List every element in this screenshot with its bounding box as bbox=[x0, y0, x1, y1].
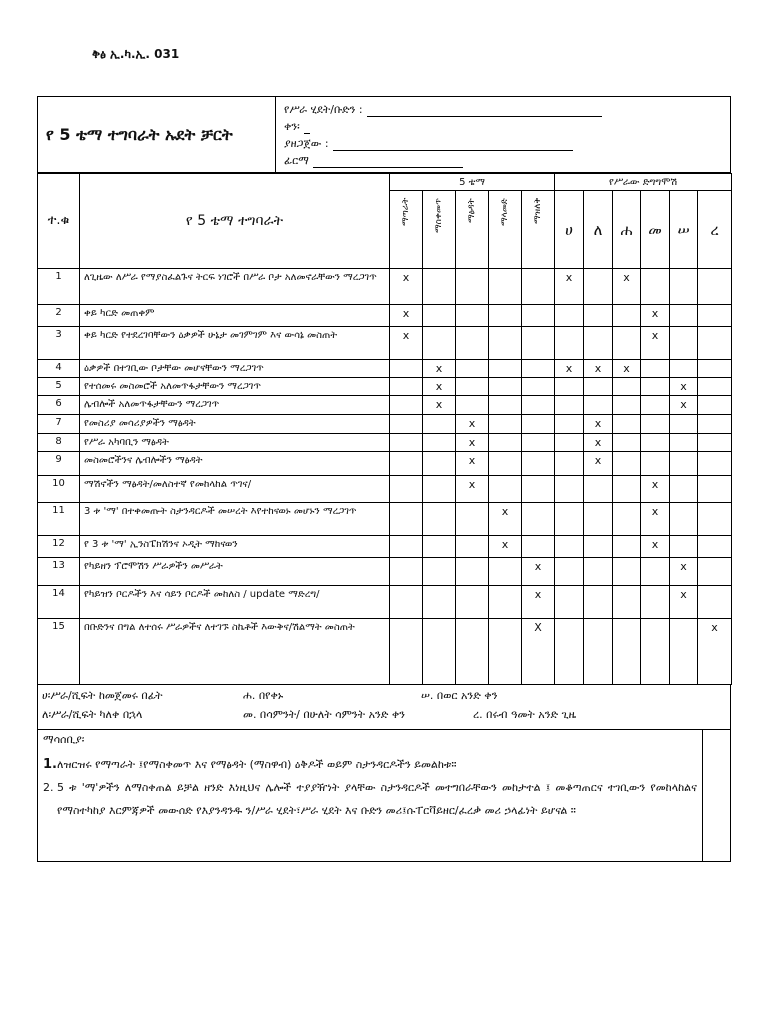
table-row bbox=[38, 476, 732, 503]
field-date[interactable] bbox=[284, 117, 730, 134]
cell-5s-mark bbox=[423, 415, 456, 434]
cell-frequency-mark bbox=[555, 396, 584, 415]
row-task: የካይዝን ቦርዶችን እና ሳይን ቦርዶች መከለስ / update ማድረግ/ bbox=[80, 586, 390, 619]
cell-frequency-mark bbox=[641, 396, 670, 415]
cell-frequency-mark: x bbox=[670, 558, 698, 586]
cell-frequency-mark bbox=[555, 378, 584, 396]
cell-frequency-mark: x bbox=[555, 360, 584, 378]
cell-5s-mark: x bbox=[423, 378, 456, 396]
cell-5s-mark bbox=[423, 503, 456, 536]
cell-frequency-mark bbox=[555, 452, 584, 476]
cell-frequency-mark bbox=[555, 503, 584, 536]
cell-5s-mark bbox=[423, 476, 456, 503]
cell-frequency-mark bbox=[698, 536, 732, 558]
cell-5s-mark bbox=[390, 536, 423, 558]
notes-section bbox=[37, 730, 731, 862]
row-task: 3 ቱ 'ማ' በተቀመጡት ስታንዳርዶች መሠረት እየተከናወኑ መሆኑን ማረጋገጥ bbox=[80, 503, 390, 536]
cell-frequency-mark bbox=[613, 586, 641, 619]
cell-5s-mark bbox=[489, 305, 522, 327]
cell-5s-mark bbox=[456, 586, 489, 619]
cell-frequency-mark bbox=[584, 378, 613, 396]
cell-frequency-mark bbox=[613, 434, 641, 452]
cell-5s-mark bbox=[390, 434, 423, 452]
cell-frequency-mark: x bbox=[698, 619, 732, 685]
cell-frequency-mark: x bbox=[641, 503, 670, 536]
row-task: ለጊዜው ለሥራ የማያስፈልጉና ትርፍ ነገሮች በሥራ ቦታ አለመኖራቸውን ማረጋገጥ bbox=[80, 269, 390, 305]
row-task: የሥራ አካባቢን ማፅዳት bbox=[80, 434, 390, 452]
cell-frequency-mark bbox=[584, 503, 613, 536]
cell-5s-mark bbox=[489, 327, 522, 360]
column-header-frequency: ሀ bbox=[555, 191, 584, 269]
cell-frequency-mark bbox=[698, 305, 732, 327]
table-row bbox=[38, 434, 732, 452]
cell-5s-mark bbox=[423, 619, 456, 685]
row-number: 1 bbox=[38, 269, 80, 305]
row-number: 7 bbox=[38, 415, 80, 434]
column-header-frequency: መ bbox=[641, 191, 670, 269]
row-number: 9 bbox=[38, 452, 80, 476]
cell-frequency-mark: x bbox=[641, 536, 670, 558]
cell-frequency-mark bbox=[670, 360, 698, 378]
column-header-task: የ 5 ቴማ ተግባራት bbox=[80, 174, 390, 269]
row-task: የካይዘን ፕሮሞሽን ሥራዎችን መሥራት bbox=[80, 558, 390, 586]
cell-frequency-mark bbox=[584, 305, 613, 327]
cell-5s-mark bbox=[390, 476, 423, 503]
cell-5s-mark bbox=[456, 305, 489, 327]
cell-frequency-mark bbox=[584, 269, 613, 305]
cell-frequency-mark bbox=[613, 452, 641, 476]
column-header-5s bbox=[489, 191, 522, 269]
table-row bbox=[38, 360, 732, 378]
cell-5s-mark bbox=[522, 396, 555, 415]
cell-frequency-mark bbox=[555, 327, 584, 360]
cell-5s-mark bbox=[456, 536, 489, 558]
field-blank-line[interactable] bbox=[313, 155, 463, 168]
cell-5s-mark: x bbox=[423, 360, 456, 378]
row-number: 2 bbox=[38, 305, 80, 327]
cell-frequency-mark bbox=[698, 503, 732, 536]
cell-frequency-mark bbox=[584, 396, 613, 415]
cell-5s-mark bbox=[390, 619, 423, 685]
cell-5s-mark bbox=[390, 452, 423, 476]
cell-frequency-mark: x bbox=[670, 378, 698, 396]
cell-frequency-mark bbox=[698, 327, 732, 360]
row-task: የተሰመሩ መስመሮች አለመጥፋታቸውን ማረጋገጥ bbox=[80, 378, 390, 396]
row-task: ሌብሎች አለመጥፋታቸውን ማረጋገጥ bbox=[80, 396, 390, 415]
legend-item: ሀ፡ሥራ/ሺፍት ከመጀመሩ በፊት bbox=[42, 689, 163, 702]
column-header-5s-label: ማስቀመጥ bbox=[434, 197, 444, 233]
cell-5s-mark bbox=[390, 396, 423, 415]
table-row bbox=[38, 619, 732, 685]
cell-frequency-mark bbox=[670, 305, 698, 327]
cell-frequency-mark bbox=[670, 536, 698, 558]
cell-5s-mark bbox=[423, 586, 456, 619]
cell-5s-mark bbox=[423, 558, 456, 586]
row-task: ቀይ ካርድ የተደረገባቸውን ዕቃዎች ሁኔታ መገምገም እና ውሳኔ መስጠት bbox=[80, 327, 390, 360]
table-row bbox=[38, 378, 732, 396]
cell-frequency-mark bbox=[555, 305, 584, 327]
cell-5s-mark: x bbox=[390, 269, 423, 305]
cell-5s-mark bbox=[390, 503, 423, 536]
cell-5s-mark: x bbox=[390, 305, 423, 327]
row-number: 5 bbox=[38, 378, 80, 396]
cell-frequency-mark bbox=[584, 536, 613, 558]
cell-5s-mark: x bbox=[423, 396, 456, 415]
field-label: የሥራ ሂደት/ቡድን : bbox=[284, 103, 363, 116]
cell-frequency-mark bbox=[670, 415, 698, 434]
field-blank-line[interactable] bbox=[333, 138, 573, 151]
row-task: መስመሮችንና ሌብሎችን ማፅዳት bbox=[80, 452, 390, 476]
group-header-5s: 5 ቴማ bbox=[390, 174, 555, 191]
column-header-number: ተ.ቁ bbox=[38, 174, 80, 269]
frequency-legend bbox=[37, 685, 731, 730]
field-process-team[interactable] bbox=[284, 100, 730, 117]
cell-frequency-mark bbox=[584, 476, 613, 503]
field-prepared-by[interactable] bbox=[284, 134, 730, 151]
cell-frequency-mark bbox=[698, 476, 732, 503]
table-row bbox=[38, 586, 732, 619]
cell-5s-mark: x bbox=[489, 536, 522, 558]
cell-frequency-mark bbox=[641, 558, 670, 586]
cell-5s-mark bbox=[522, 503, 555, 536]
cell-5s-mark: x bbox=[456, 415, 489, 434]
note-number: 1. bbox=[43, 757, 57, 772]
cell-5s-mark bbox=[390, 415, 423, 434]
cell-frequency-mark: x bbox=[584, 434, 613, 452]
column-header-5s-label: ማዝለቅ bbox=[533, 197, 544, 224]
cell-5s-mark bbox=[522, 536, 555, 558]
note-item bbox=[43, 776, 697, 822]
note-text: 5 ቱ 'ማ'ዎችን ለማስቀጠል ይቻል ዘንድ እነዚህና ሌሎች ተያያዥነት ያላቸው ስታንዳርዶች መተግበራቸውን መከታተል ፤ መቆጣጠርና ተገቢውን የመከላከልና የማስተካከያ እርምጃዎች መውሰድ የእያንዳንዱ ን/ሥራ ሂደት፣ሥራ ሂደት እና ቡድን መሪ፤ሱፐርቫይዘር/ፈረቃ መሪ ኃላፊነት ይሆናል ። bbox=[57, 781, 697, 817]
cell-5s-mark bbox=[423, 269, 456, 305]
cell-frequency-mark bbox=[584, 586, 613, 619]
field-label: ፊርማ bbox=[284, 154, 309, 167]
cell-frequency-mark bbox=[613, 415, 641, 434]
column-header-frequency: ረ bbox=[698, 191, 732, 269]
column-header-5s-label: ማፅዳት bbox=[467, 197, 477, 223]
cell-frequency-mark bbox=[613, 558, 641, 586]
column-header-5s bbox=[522, 191, 555, 269]
column-header-frequency: ለ bbox=[584, 191, 613, 269]
cell-5s-mark bbox=[423, 327, 456, 360]
cell-frequency-mark: x bbox=[584, 452, 613, 476]
cell-frequency-mark: x bbox=[641, 305, 670, 327]
notes-title: ማሳሰቢያ፡ bbox=[43, 733, 85, 746]
column-header-5s-label: ማላመድ bbox=[500, 197, 510, 226]
row-task: የ 3 ቱ 'ማ' ኢንስፔክሽንና ኦዲት ማከናወን bbox=[80, 536, 390, 558]
cell-5s-mark bbox=[456, 558, 489, 586]
cell-frequency-mark bbox=[670, 476, 698, 503]
table-row bbox=[38, 536, 732, 558]
cell-frequency-mark: x bbox=[613, 360, 641, 378]
group-header-frequency: የሥራው ድግግሞሽ bbox=[555, 174, 732, 191]
cell-5s-mark bbox=[489, 558, 522, 586]
cell-frequency-mark bbox=[698, 558, 732, 586]
cell-frequency-mark: x bbox=[670, 586, 698, 619]
cell-5s-mark bbox=[456, 396, 489, 415]
cell-5s-mark bbox=[390, 378, 423, 396]
legend-item: ሠ. በወር አንድ ቀን bbox=[421, 689, 498, 702]
cell-frequency-mark bbox=[670, 269, 698, 305]
cell-5s-mark: X bbox=[522, 619, 555, 685]
table-row bbox=[38, 269, 732, 305]
cell-frequency-mark bbox=[641, 269, 670, 305]
cell-frequency-mark bbox=[698, 378, 732, 396]
cell-frequency-mark: x bbox=[641, 327, 670, 360]
document-number: ቅፅ ኢ.ካ.ኢ. 031 bbox=[92, 47, 180, 61]
cell-5s-mark bbox=[390, 558, 423, 586]
field-signature[interactable] bbox=[284, 151, 730, 168]
tasks-table-body bbox=[38, 269, 732, 685]
cell-frequency-mark bbox=[613, 396, 641, 415]
table-row bbox=[38, 558, 732, 586]
legend-item: ለ፡ሥራ/ሺፍት ካለቀ በኋላ bbox=[42, 708, 143, 721]
cell-5s-mark bbox=[456, 360, 489, 378]
cell-5s-mark bbox=[489, 452, 522, 476]
cell-5s-mark bbox=[489, 619, 522, 685]
cell-frequency-mark bbox=[613, 476, 641, 503]
cell-5s-mark bbox=[390, 360, 423, 378]
cell-5s-mark bbox=[456, 327, 489, 360]
cell-frequency-mark bbox=[698, 415, 732, 434]
row-task: ማሽኖችን ማፅዳት/መለስተኛ የመከላከል ጥገና/ bbox=[80, 476, 390, 503]
row-task: ዕቃዎች በተገቢው ቦታቸው መሆናቸውን ማረጋገጥ bbox=[80, 360, 390, 378]
cell-5s-mark bbox=[456, 269, 489, 305]
cell-frequency-mark bbox=[613, 327, 641, 360]
table-row bbox=[38, 305, 732, 327]
cell-5s-mark bbox=[489, 415, 522, 434]
cell-frequency-mark bbox=[555, 415, 584, 434]
column-header-5s bbox=[456, 191, 489, 269]
cell-5s-mark bbox=[456, 503, 489, 536]
field-blank-line[interactable] bbox=[367, 104, 602, 117]
row-number: 6 bbox=[38, 396, 80, 415]
cell-frequency-mark bbox=[670, 619, 698, 685]
field-blank-line[interactable] bbox=[304, 121, 310, 134]
cell-5s-mark bbox=[522, 434, 555, 452]
cell-5s-mark bbox=[522, 327, 555, 360]
cell-frequency-mark bbox=[613, 305, 641, 327]
cell-frequency-mark bbox=[641, 586, 670, 619]
cell-5s-mark bbox=[423, 452, 456, 476]
chart-header bbox=[37, 96, 731, 173]
cell-5s-mark bbox=[522, 360, 555, 378]
cell-frequency-mark bbox=[584, 327, 613, 360]
note-number: 2. bbox=[43, 781, 54, 794]
cell-frequency-mark bbox=[555, 558, 584, 586]
cell-5s-mark bbox=[423, 305, 456, 327]
row-task: ቀይ ካርድ መጠቀም bbox=[80, 305, 390, 327]
cell-frequency-mark bbox=[613, 503, 641, 536]
table-row bbox=[38, 503, 732, 536]
column-header-frequency: ሐ bbox=[613, 191, 641, 269]
column-header-5s bbox=[390, 191, 423, 269]
cell-5s-mark: x bbox=[456, 452, 489, 476]
row-number: 12 bbox=[38, 536, 80, 558]
cell-frequency-mark bbox=[555, 536, 584, 558]
cell-5s-mark bbox=[522, 378, 555, 396]
cell-frequency-mark bbox=[698, 434, 732, 452]
row-number: 4 bbox=[38, 360, 80, 378]
cell-5s-mark: x bbox=[489, 503, 522, 536]
cell-5s-mark bbox=[522, 305, 555, 327]
cell-5s-mark bbox=[390, 586, 423, 619]
cell-5s-mark: x bbox=[456, 434, 489, 452]
chart-sheet bbox=[37, 96, 731, 862]
cell-frequency-mark: x bbox=[584, 360, 613, 378]
cell-frequency-mark bbox=[555, 476, 584, 503]
row-task: የመስሪያ መሳሪያዎችን ማፅዳት bbox=[80, 415, 390, 434]
tasks-table bbox=[37, 173, 732, 685]
cell-frequency-mark bbox=[613, 536, 641, 558]
cell-5s-mark bbox=[522, 269, 555, 305]
row-number: 11 bbox=[38, 503, 80, 536]
cell-5s-mark bbox=[489, 378, 522, 396]
cell-5s-mark bbox=[489, 269, 522, 305]
table-row bbox=[38, 396, 732, 415]
row-number: 15 bbox=[38, 619, 80, 685]
row-number: 3 bbox=[38, 327, 80, 360]
cell-frequency-mark bbox=[613, 378, 641, 396]
row-task: በቡድንና በግል ለተሰሩ ሥራዎችና ለተገኙ ስኬቶች እውቅና/ሽልማት መስጠት bbox=[80, 619, 390, 685]
cell-frequency-mark: x bbox=[670, 396, 698, 415]
cell-frequency-mark: x bbox=[641, 476, 670, 503]
cell-5s-mark bbox=[489, 476, 522, 503]
legend-item: መ. በሳምንት/ በሁለት ሳምንት አንድ ቀን bbox=[243, 708, 406, 721]
cell-5s-mark bbox=[522, 415, 555, 434]
cell-5s-mark: x bbox=[456, 476, 489, 503]
cell-5s-mark: x bbox=[390, 327, 423, 360]
cell-frequency-mark bbox=[670, 503, 698, 536]
table-row bbox=[38, 327, 732, 360]
cell-frequency-mark: x bbox=[555, 269, 584, 305]
cell-5s-mark bbox=[489, 360, 522, 378]
header-fields bbox=[276, 97, 730, 172]
cell-5s-mark bbox=[456, 619, 489, 685]
cell-5s-mark: x bbox=[522, 558, 555, 586]
cell-frequency-mark: x bbox=[584, 415, 613, 434]
cell-frequency-mark bbox=[555, 586, 584, 619]
row-number: 10 bbox=[38, 476, 80, 503]
cell-frequency-mark bbox=[613, 619, 641, 685]
cell-5s-mark: x bbox=[522, 586, 555, 619]
cell-frequency-mark bbox=[641, 619, 670, 685]
cell-frequency-mark bbox=[698, 452, 732, 476]
legend-item: ረ. በሩብ ዓመት አንድ ጊዜ bbox=[473, 708, 577, 721]
cell-frequency-mark bbox=[641, 378, 670, 396]
column-header-5s-label: ማጣራት bbox=[401, 197, 411, 226]
cell-frequency-mark bbox=[698, 360, 732, 378]
cell-frequency-mark bbox=[670, 434, 698, 452]
row-number: 8 bbox=[38, 434, 80, 452]
cell-5s-mark bbox=[489, 396, 522, 415]
table-row bbox=[38, 452, 732, 476]
cell-frequency-mark bbox=[698, 396, 732, 415]
cell-5s-mark bbox=[423, 434, 456, 452]
cell-frequency-mark bbox=[698, 586, 732, 619]
column-header-5s bbox=[423, 191, 456, 269]
cell-5s-mark bbox=[489, 586, 522, 619]
cell-5s-mark bbox=[522, 452, 555, 476]
row-number: 14 bbox=[38, 586, 80, 619]
cell-frequency-mark bbox=[584, 619, 613, 685]
cell-frequency-mark bbox=[555, 619, 584, 685]
column-header-frequency: ሠ bbox=[670, 191, 698, 269]
cell-frequency-mark bbox=[670, 327, 698, 360]
cell-5s-mark bbox=[423, 536, 456, 558]
row-number: 13 bbox=[38, 558, 80, 586]
cell-5s-mark bbox=[489, 434, 522, 452]
cell-frequency-mark bbox=[584, 558, 613, 586]
cell-frequency-mark bbox=[641, 360, 670, 378]
cell-frequency-mark bbox=[641, 434, 670, 452]
cell-frequency-mark bbox=[670, 452, 698, 476]
legend-item: ሐ. በየቀኑ bbox=[243, 689, 284, 702]
notes-body bbox=[38, 730, 703, 861]
cell-frequency-mark bbox=[555, 434, 584, 452]
cell-frequency-mark bbox=[698, 269, 732, 305]
field-label: ቀን፡ bbox=[284, 120, 300, 133]
cell-frequency-mark bbox=[641, 415, 670, 434]
chart-title: የ 5 ቴማ ተግባራት ኡደት ቻርት bbox=[38, 97, 276, 172]
note-item bbox=[43, 753, 697, 776]
table-row bbox=[38, 415, 732, 434]
cell-5s-mark bbox=[456, 378, 489, 396]
cell-5s-mark bbox=[522, 476, 555, 503]
cell-frequency-mark: x bbox=[613, 269, 641, 305]
cell-frequency-mark bbox=[641, 452, 670, 476]
field-label: ያዘጋጀው : bbox=[284, 137, 329, 150]
note-text: ለዝርዝሩ የማጣራት ፤የማስቀመጥ እና የማፅዳት (ማስዋብ) ዕቅዶች ወይም ስታንዳርዶችን ይመልከቱ። bbox=[57, 758, 457, 771]
